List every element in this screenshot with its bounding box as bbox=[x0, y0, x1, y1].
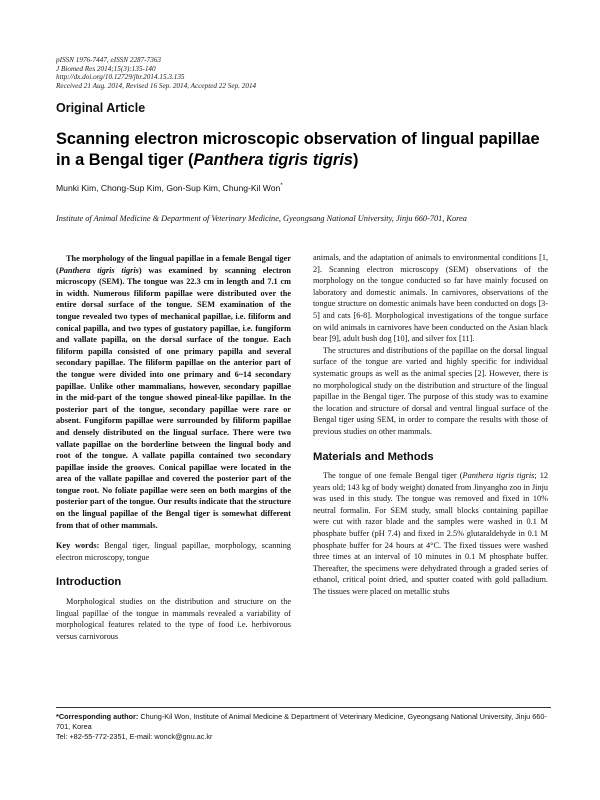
title-species: Panthera tigris tigris bbox=[193, 151, 353, 169]
right-column bbox=[313, 252, 548, 598]
author-names: Munki Kim, Chong-Sup Kim, Gon-Sup Kim, Chung-Kil Won bbox=[56, 183, 281, 193]
methods-species: Panthera tigris tigris bbox=[462, 471, 535, 481]
methods-text-2: ; 12 years old; 143 kg of body weight) donated from Jinyangho zoo in Jinju was used in this study. The tongue was removed and fixed in 10% neutral formalin. For SEM study, small blocks containing papillae were cut with razor blade and the samples were washed in 0.1 M phosphate buffer (pH 7.4) and fixed in 2.5% glutaraldehyde in 0.1 M phosphate buffer for 24 hours at 4°C. The fixed tissues were washed three times at an interval of 10 minutes in 0.1 M phosphate buffer. Thereafter, the specimens were dehydrated through a graded series of ethanol, critical point dried, and sputter coated with gold palladium. The tissues were placed on metallic stubs bbox=[313, 471, 548, 597]
journal-citation: J Biomed Res 2014;15(3):135-140 bbox=[56, 64, 156, 73]
abstract-species: Panthera tigris tigris bbox=[58, 265, 139, 275]
doi-link[interactable]: http://dx.doi.org/10.12729/jbr.2014.15.3.135 bbox=[56, 73, 185, 82]
introduction-paragraph-1: Morphological studies on the distribution and structure on the lingual papillae of the tongue in mammals revealed a variability of morphological features related to the type of food i.e. herbivorous versus carnivorous bbox=[56, 597, 291, 641]
methods-text-1: The tongue of one female Bengal tiger ( bbox=[323, 471, 463, 481]
methods-paragraph-1 bbox=[313, 470, 548, 598]
keywords-label: Key words: bbox=[56, 541, 100, 551]
publication-info bbox=[56, 56, 256, 90]
abstract-text-1: The morphology of the lingual papillae in a female Bengal tiger ( bbox=[56, 254, 291, 275]
issn: pISSN 1976-7447, eISSN 2287-7363 bbox=[56, 56, 162, 64]
paper-title bbox=[56, 129, 556, 171]
corresponding-author-footnote bbox=[56, 707, 551, 743]
abstract-text-2: ) was examined by scanning electron microscopy (SEM). The tongue was 22.3 cm in length and 7.1 cm in width. Numerous filiform papillae were distributed over the entire dorsal surface of the tongue. SEM examination of the tongue revealed two types of mechanical papillae, i.e. filiform and conical papilla, and two types of gustatory papillae, i.e. fungiform and vallate papilla, on the dorsal surface of the tongue. Each filiform papilla consisted of one primary papilla and several secondary papillae. The filiform papillae on the anterior part of the tongue were divided into one primary and 6~14 secondary papillae. Unlike other mammalians, however, secondary papillae in the mid-part of the tongue showed pineal-like papillae. In the posterior part of the tongue, secondary papillae were rare or absent. Fungiform papillae were surrounded by filiform papillae and densely distributed on the lingual surface. There were two vallate papillae on the borderline between the lingual body and root of the tongue. A vallate papilla contained two secondary papillae inside the grooves. Conical papillae were located in the area of the vallate papillae and covered the posterior part of the tongue root. No foliate papillae were seen on both margins of the posterior part of the tongue. Our results indicate that the structure on the lingual papillae of the Bengal tiger is somewhat different from that of other mammals. bbox=[56, 265, 291, 530]
left-column bbox=[56, 253, 291, 642]
introduction-paragraph-2: The structures and distributions of the papillae on the dorsal lingual surface of the tongue are varied and highly specific for individual systematic groups as well as the animal species [2]. However, there is no morphological study on the distribution and structure of the lingual papillae in the Bengal tiger. The purpose of this study was to examine the location and structure of dorsal and ventral lingual surface of the Bengal tiger using SEM, in order to compare the results with those of previous studies on other mammals. bbox=[313, 345, 548, 436]
article-type: Original Article bbox=[56, 101, 146, 115]
title-end: ) bbox=[352, 151, 359, 169]
affiliation: Institute of Animal Medicine & Department of Veterinary Medicine, Gyeongsang National University, Jinju 660-701, Korea bbox=[56, 214, 467, 223]
corresponding-text: Chung-Kil Won, Institute of Animal Medicine & Department of Veterinary Medicine, Gyeongsang National University, Jinju 660-701, Korea bbox=[56, 712, 547, 732]
keywords-text: Bengal tiger, lingual papillae, morphology, scanning electron microscopy, tongue bbox=[56, 541, 291, 562]
corresponding-mark: * bbox=[280, 183, 283, 190]
corresponding-label: *Corresponding author: bbox=[56, 712, 139, 721]
author-list bbox=[56, 183, 283, 193]
methods-heading: Materials and Methods bbox=[313, 450, 434, 463]
abstract bbox=[56, 253, 291, 531]
keywords bbox=[56, 540, 291, 563]
contact-info: Tel: +82-55-772-2351, E-mail: wonck@gnu.ac.kr bbox=[56, 732, 213, 742]
corresponding-author bbox=[56, 712, 551, 732]
article-dates: Received 21 Aug. 2014, Revised 16 Sep. 2014, Accepted 22 Sep. 2014 bbox=[56, 81, 257, 90]
introduction-paragraph-1-continued: animals, and the adaptation of animals to environmental conditions [1, 2]. Scanning electron microscopy (SEM) observations of the morphology on the tongue conducted so far have mainly focused on laboratory and domestic animals. In carnivores, observations of the tongue structure on domestic animals have been conducted on dogs [3-5] and cats [6-8]. Morphological investigations of the tongue surface on wild animals in carnivores have been conducted on the Asian black bear [9], adult bush dog [10], and silver fox [11]. bbox=[313, 253, 548, 344]
introduction-heading: Introduction bbox=[56, 576, 122, 589]
title-main: Scanning electron microscopic observation of lingual papillae in a Bengal tiger ( bbox=[56, 130, 540, 169]
